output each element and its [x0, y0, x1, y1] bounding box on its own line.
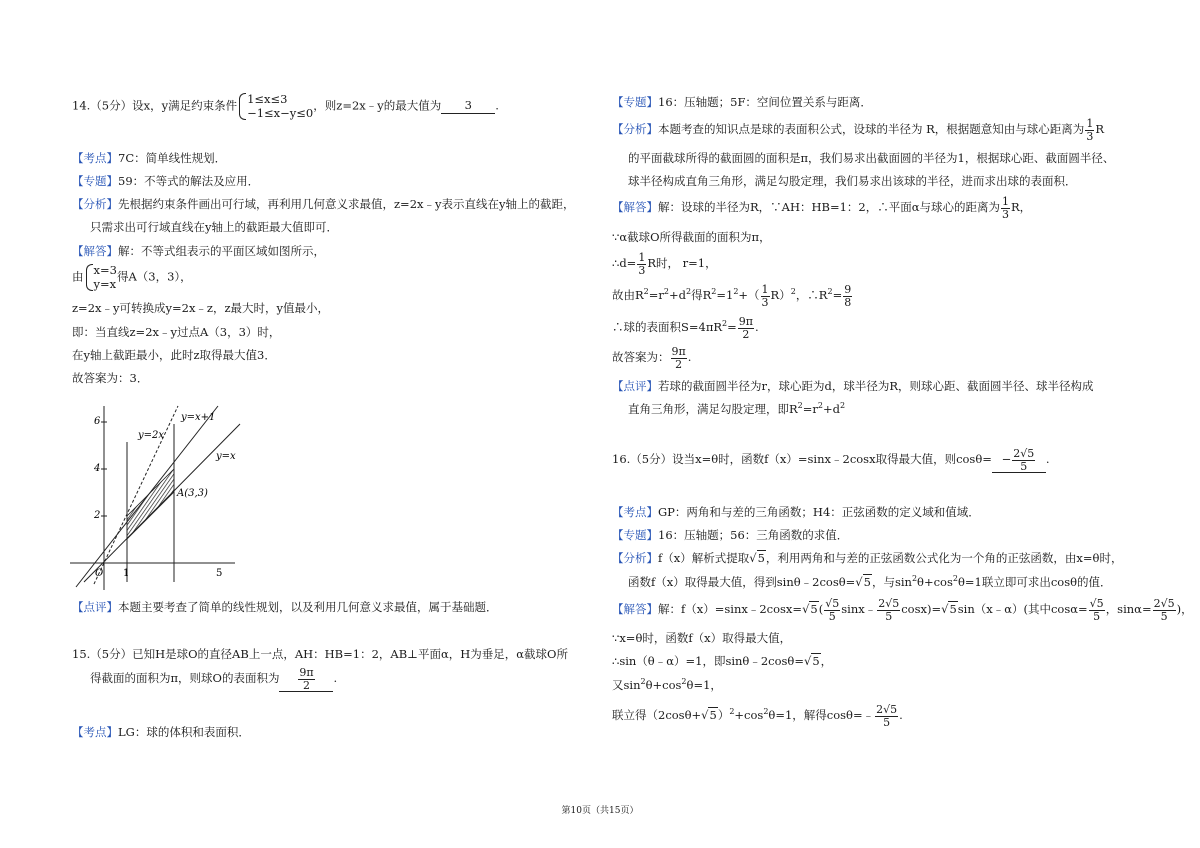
q15-jieda3-frac — [637, 252, 646, 276]
sup: 2 — [763, 707, 769, 717]
t: ( — [818, 602, 824, 617]
t: 5 — [949, 602, 957, 617]
q15-fenxi-line1 — [612, 118, 1104, 142]
tag: 【分析】 — [612, 551, 658, 565]
q16-zhuanti — [612, 529, 848, 543]
t: θ+cos — [917, 575, 953, 589]
t: ） — [717, 708, 730, 723]
feasible-region — [127, 469, 174, 539]
label-y6: 6 — [94, 416, 101, 427]
t: +d — [823, 402, 840, 416]
q15-ans-num: 9π — [299, 666, 314, 679]
q15-jieda-line5: ∴球的表面积$S=4\pi R^2=$ $\frac{9\pi}{2}$ . — [612, 315, 759, 341]
q15-stem-line1: 15.（5分）已知H是球O的直径AB上一点，AH：HB=1：2，AB⊥平面α，H为垂足，α截球O所 — [72, 647, 568, 661]
q15-jieda-line4 — [612, 284, 853, 308]
t: f（x）解析式提取 — [658, 551, 750, 565]
q15-fenxi1-post: R — [1095, 122, 1104, 137]
q15-zhuanti-text: 16：压轴题；5F：空间位置关系与距离． — [658, 95, 872, 109]
tag: 【专题】 — [612, 528, 658, 542]
q14-system — [84, 263, 117, 292]
sup: 2 — [681, 677, 687, 687]
q14-jieda-line6: 故答案为：3． — [72, 371, 149, 385]
frac-num: 1 — [638, 251, 646, 264]
q15-jieda1-post: R， — [1011, 200, 1032, 215]
t: =r — [648, 288, 664, 303]
q14-jieda1: 解：不等式组表示的平面区域如图所示， — [118, 244, 325, 258]
q14-stem-post: ，则z=2x﹣y的最大值为 — [313, 98, 442, 113]
frac-den: 5 — [828, 609, 836, 623]
q15-jieda3-pre: ∴d= — [612, 256, 637, 271]
q14-jieda-line1 — [72, 245, 325, 259]
q15-zhuanti-tag: 【专题】 — [612, 95, 658, 109]
q15-stem-line2 — [90, 667, 337, 692]
frac-num: 2√5 — [878, 597, 900, 610]
t: θ=1联立即可求出cosθ的值． — [957, 575, 1112, 589]
q15-jieda-line1 — [612, 196, 1031, 220]
q14-sys1: x=3 — [93, 263, 117, 277]
q14-dianping-text: 本题主要考查了简单的线性规划，以及利用几何意义求最值，属于基础题． — [118, 600, 498, 614]
frac-num: 2√5 — [876, 703, 898, 716]
q15-jieda-line2: ∵α截球O所得截面的面积为π， — [612, 230, 771, 244]
sup: 2 — [911, 574, 918, 584]
label-x5: 5 — [216, 568, 223, 579]
sup: 2 — [643, 287, 649, 297]
frac-ans — [671, 346, 687, 370]
q15-fenxi-tag: 【分析】 — [612, 122, 658, 137]
q14-kaodian-text: 7C：简单线性规划． — [118, 151, 227, 165]
q15-dianping-line2 — [628, 403, 845, 417]
q16-stem-pre: 16.（5分）设当x=θ时，函数f（x）=sinx﹣2cosx取得最大值，则cosθ= — [612, 452, 992, 467]
t: ，与sin — [871, 575, 912, 589]
q15-kaodian-text: LG：球的体积和表面积． — [118, 725, 250, 739]
q14-stem — [72, 92, 499, 121]
t: =r — [802, 402, 818, 416]
q15-fenxi-line2: 的平面截球所得的截面圆的面积是π，我们易求出截面圆的半径为1，根据球心距、截面圆半径、 — [628, 151, 1115, 165]
frac-den: 3 — [638, 263, 646, 277]
t: 5 — [863, 575, 871, 589]
sup: 2 — [711, 287, 717, 297]
q15-jieda-tag: 【解答】 — [612, 200, 658, 215]
sup: 2 — [729, 707, 735, 717]
q15-answer-frac — [298, 667, 314, 691]
q14-zhuanti-text: 59：不等式的解法及应用． — [118, 174, 260, 188]
q14-kaodian-tag: 【考点】 — [72, 151, 118, 165]
label-y2: 2 — [94, 510, 101, 521]
t: ∴球的表面积S=4πR — [612, 320, 723, 335]
label-point-a: A(3,3) — [177, 488, 208, 499]
q15-fenxi1-pre: 本题考查的知识点是球的表面积公式，设球的半径为 R，根据题意知由与球心距离为 — [658, 122, 1085, 137]
t: θ+cos — [645, 678, 682, 692]
t: 16：压轴题；56：三角函数的求值． — [658, 528, 849, 542]
q14-dianping-tag: 【点评】 — [72, 600, 118, 614]
q14-stem-pre: 14.（5分）设x，y满足约束条件 — [72, 98, 238, 113]
sup: 2 — [733, 287, 739, 297]
t: 直角三角形，满足勾股定理，即R — [628, 402, 798, 416]
frac-num: 9π — [738, 315, 754, 328]
q14-sys2: y=x — [93, 277, 117, 292]
t: +d — [669, 288, 686, 303]
line-y-x — [84, 424, 240, 582]
label-line3: y=x — [216, 451, 236, 462]
q14-dianping — [72, 601, 498, 615]
sup: 2 — [686, 287, 692, 297]
t: 故由R — [612, 288, 644, 303]
t: +（ — [738, 288, 760, 303]
t: ，利用两角和与差的正弦函数公式化为一个角的正弦函数，由x=θ时， — [765, 551, 1123, 565]
frac-den: 5 — [1093, 609, 1101, 623]
q14-jieda-line3: z=2x﹣y可转换成y=2x﹣z，z最大时，y值最小， — [72, 301, 330, 315]
t: cosx)= — [901, 602, 942, 617]
t: +cos — [734, 708, 764, 723]
q15-dianping-tag: 【点评】 — [612, 379, 658, 393]
label-x1: 1 — [123, 568, 130, 579]
q15-jieda1-pre: 解：设球的半径为R，∵AH：HB=1：2，∴平面α与球心的距离为 — [658, 200, 1001, 215]
frac-den: 5 — [1160, 609, 1168, 623]
frac-num: 9π — [671, 345, 686, 358]
t: 若球的截面圆半径为r，球心距为d，球半径为R，则球心距、截面圆半径、球半径构成 — [658, 379, 1094, 393]
q14-fenxi-line1 — [72, 198, 575, 212]
q15-kaodian-tag: 【考点】 — [72, 725, 118, 739]
q14-jieda2-pre: 由 — [72, 269, 84, 284]
t: 解：f（x）=sinx﹣2cosx= — [658, 602, 803, 617]
frac-num: 1 — [1002, 195, 1010, 208]
q15-zhuanti — [612, 96, 872, 110]
q14-jieda-line4: 即：当直线z=2x﹣y过点A（3，3）时， — [72, 325, 281, 339]
sup: 2 — [797, 401, 803, 411]
frac — [1089, 598, 1105, 622]
frac-den: 5 — [885, 609, 893, 623]
frac-num: 1 — [761, 283, 769, 296]
t: GP：两角和与差的三角函数；H4：正弦函数的定义域和值域． — [658, 505, 980, 519]
label-line2: y=2x — [138, 430, 165, 441]
q15-answer-blank — [279, 667, 333, 692]
sup: 2 — [722, 319, 728, 329]
frac-den: 2 — [675, 357, 683, 371]
q15-fenxi-frac — [1085, 118, 1094, 142]
frac-den: 5 — [883, 715, 891, 729]
frac — [877, 598, 900, 622]
frac-s — [738, 316, 754, 340]
t: − — [1001, 452, 1012, 467]
sup: 2 — [827, 287, 833, 297]
q16-fenxi-line1: 【分析】f（x）解析式提取√5，利用两角和与差的正弦函数公式化为一个角的正弦函数，由x=θ时， — [612, 551, 1123, 565]
q16-jieda-line1: 【解答】解：f（x）=sinx﹣2cosx=√5( $\frac{√5}{5}$ sinx﹣ $\frac{2√5}{5}$ cosx)=√5sin（x﹣α）(其中cosα= $\frac{√5}{5}$ ，sinα= $\frac{2√5}{5}$ )， — [612, 597, 1193, 623]
t: ∴sin（θ﹣α）=1，即sinθ﹣2cosθ= — [612, 654, 804, 668]
q16-kaodian — [612, 506, 980, 520]
q14-jieda2-post: 得A（3，3）， — [116, 269, 192, 284]
t: 5 — [709, 708, 717, 723]
label-line1: y=x+1 — [181, 412, 216, 423]
q14-jieda-line2 — [72, 263, 192, 292]
q14-cond1: 1≤x≤3 — [247, 92, 288, 106]
t: =1 — [716, 288, 734, 303]
q14-cond2: −1≤x−y≤0 — [247, 106, 314, 121]
q15-end: . — [333, 671, 338, 686]
sup: 2 — [840, 401, 846, 411]
label-y4: 4 — [94, 463, 101, 474]
sup: 2 — [952, 574, 958, 584]
q14-answer-blank: 3 — [441, 99, 495, 114]
q14-constraint-system — [237, 92, 313, 121]
frac — [875, 704, 898, 728]
frac-num: 2√5 — [1153, 597, 1175, 610]
t: 又sin — [612, 678, 641, 692]
q15-dianping-line1 — [612, 380, 1094, 394]
t: 函数f（x）取得最大值，得到sinθ﹣2cosθ= — [628, 575, 856, 589]
q16-jieda-line4 — [612, 679, 722, 693]
frac-num: 1 — [1086, 117, 1094, 130]
frac-den: 5 — [1020, 459, 1028, 473]
t: θ=1， — [686, 678, 722, 692]
tag: 【考点】 — [612, 505, 658, 519]
sup: 2 — [640, 677, 646, 687]
sup: 2 — [663, 287, 669, 297]
q14-jieda-tag: 【解答】 — [72, 244, 118, 258]
q15-jieda1-frac — [1001, 196, 1010, 220]
frac-num: 9 — [844, 283, 852, 296]
q15-jieda3-post: R时， r=1， — [647, 256, 717, 271]
frac-num: √5 — [1089, 597, 1104, 610]
q14-jieda-line5: 在y轴上截距最小，此时z取得最大值3． — [72, 348, 276, 362]
t: 5 — [812, 654, 820, 668]
t: sinx﹣ — [841, 602, 877, 617]
t: 联立得（2cosθ+ — [612, 708, 702, 723]
feasible-region-graph — [70, 402, 250, 592]
sup: 2 — [817, 401, 823, 411]
t: )， — [1176, 602, 1193, 617]
sup: 2 — [790, 287, 796, 297]
t: = — [832, 288, 843, 303]
q14-zhuanti — [72, 175, 259, 189]
q14-fenxi-tag: 【分析】 — [72, 197, 118, 211]
page-footer: 第10页（共15页） — [561, 806, 639, 816]
q16-jieda-line2: ∵x=θ时，函数f（x）取得最大值， — [612, 631, 792, 645]
t: θ=1，解得cosθ=﹣ — [768, 708, 875, 723]
tag: 【解答】 — [612, 602, 658, 617]
t: 5 — [810, 602, 818, 617]
frac-den: 3 — [1086, 129, 1094, 143]
q16-stem — [612, 448, 1050, 473]
frac-one-third — [761, 284, 770, 308]
t: ，∴R — [795, 288, 828, 303]
t: 5 — [757, 551, 765, 565]
t: ， — [820, 654, 833, 668]
q15-kaodian — [72, 726, 250, 740]
frac — [824, 598, 840, 622]
q15-jieda-line6: 故答案为： $\frac{9\pi}{2}$ . — [612, 345, 692, 371]
q14-fenxi1: 先根据约束条件画出可行域，再利用几何意义求最值，z=2x﹣y表示直线在y轴上的截距， — [118, 197, 575, 211]
frac — [1153, 598, 1176, 622]
t: ，sinα= — [1105, 602, 1152, 617]
frac-num: 2√5 — [1013, 447, 1035, 460]
q16-fenxi-line2: 函数f（x）取得最大值，得到sinθ﹣2cosθ=√5，与$\sin^2\theta+\cos^2\theta=1$联立即可求出cosθ的值． — [628, 574, 1112, 589]
frac-r2 — [843, 284, 852, 308]
q14-fenxi-line2: 只需求出可行域直线在y轴上的截距最大值即可． — [90, 220, 338, 234]
frac-den: 3 — [1002, 207, 1010, 221]
frac-den: 2 — [742, 327, 750, 341]
frac-den: 8 — [844, 295, 852, 309]
q15-jieda-line3 — [612, 252, 717, 276]
t: = — [727, 320, 737, 335]
q14-kaodian — [72, 152, 226, 166]
t: R） — [770, 288, 791, 303]
q16-jieda-line5: 联立得$(2\cos\theta+√5)^2+\cos^2\theta=1$，解得cosθ=﹣ $\frac{2√5}{5}$ . — [612, 703, 903, 729]
q15-ans-den: 2 — [302, 678, 310, 692]
label-origin: O — [95, 568, 104, 579]
frac-ans — [1012, 448, 1035, 472]
q16-answer-blank — [992, 448, 1046, 473]
q14-zhuanti-tag: 【专题】 — [72, 174, 118, 188]
t: . — [1045, 452, 1050, 467]
q14-end: . — [495, 98, 499, 113]
t: sin（x﹣α）(其中cosα= — [957, 602, 1088, 617]
frac-den: 3 — [761, 295, 769, 309]
t: 得R — [691, 288, 712, 303]
q15-fenxi-line3: 球半径构成直角三角形，满足勾股定理，我们易求出该球的半径，进而求出球的表面积． — [628, 174, 1077, 188]
frac-num: √5 — [825, 597, 840, 610]
q15-stem2: 得截面的面积为π，则球O的表面积为 — [90, 671, 280, 686]
q16-jieda-line3: ∴sin（θ﹣α）=1，即sinθ﹣2cosθ=√5， — [612, 654, 833, 668]
t: 故答案为： — [612, 350, 670, 365]
